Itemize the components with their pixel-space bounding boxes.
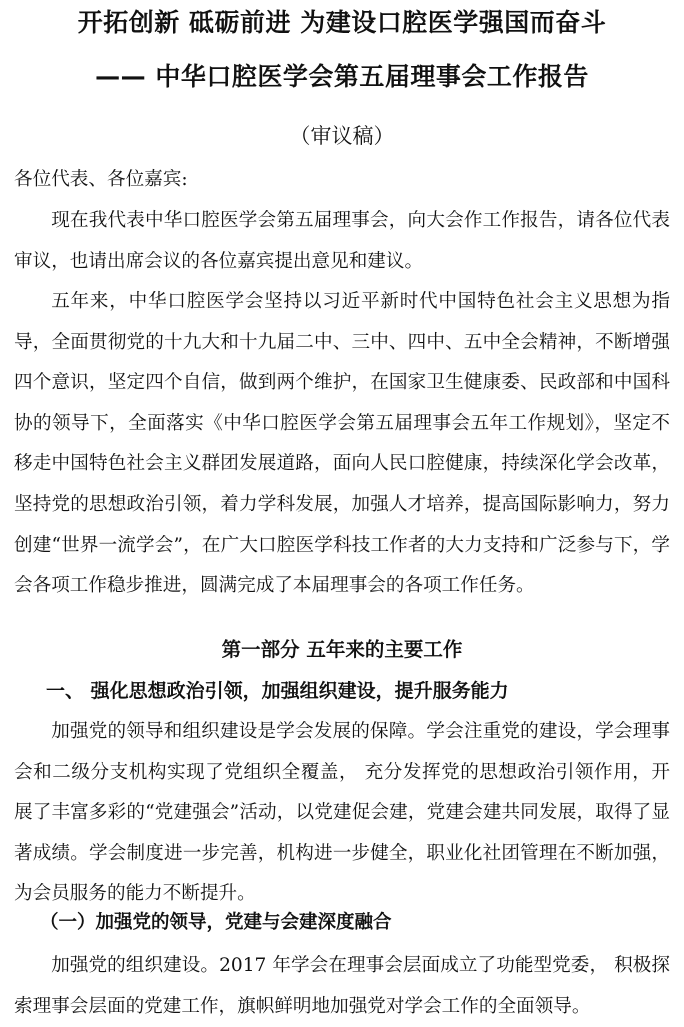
intro-paragraph: 现在我代表中华口腔医学会第五届理事会，向大会作工作报告，请各位代表审议，也请出席会议的各位嘉宾提出意见和建议。	[14, 210, 670, 272]
subsection-paragraph: 加强党的组织建设。2017 年学会在理事会层面成立了功能型党委， 积极探索理事会层面的党建工作，旗帜鲜明地加强党对学会工作的全面领导。	[14, 955, 670, 1017]
part-heading: 第一部分 五年来的主要工作	[221, 638, 463, 661]
document-title: 开拓创新 砥砺前进 为建设口腔医学强国而奋斗	[77, 8, 607, 37]
subsection-heading: （一）加强党的领导，党建与会建深度融合	[40, 912, 392, 933]
document-subtitle: —— 中华口腔医学会第五届理事会工作报告	[95, 62, 589, 91]
draft-label: （审议稿）	[289, 124, 395, 148]
section-paragraph: 加强党的领导和组织建设是学会发展的保障。学会注重党的建设，学会理事会和二级分支机构实现了党组织全覆盖， 充分发挥党的思想政治引领作用，开展了丰富多彩的“党建强会”活动，以党建促会建，党建会建共同发展，取得了显著成绩。学会制度进一步完善，机构进一步健全，职业化社团管理在不断加强， 为会员服务的能力不断提升。	[14, 721, 670, 905]
summary-paragraph: 五年来，中华口腔医学会坚持以习近平新时代中国特色社会主义思想为指导，全面贯彻党的十九大和十九届二中、三中、四中、五中全会精神，不断增强四个意识，坚定四个自信，做到两个维护，在国家卫生健康委、民政部和中国科协的领导下，全面落实《中华口腔医学会第五届理事会五年工作规划》，坚定不移走中国特色社会主义群团发展道路，面向人民口腔健康，持续深化学会改革，坚持党的思想政治引领，着力学科发展，加强人才培养，提高国际影响力，努力创建“世界一流学会”，在广大口腔医学科技工作者的大力支持和广泛参与下，学会各项工作稳步推进，圆满完成了本届理事会的各项工作任务。	[14, 291, 670, 597]
salutation: 各位代表、各位嘉宾:	[14, 169, 188, 190]
section-heading: 一、 强化思想政治引领，加强组织建设，提升服务能力	[46, 680, 509, 702]
